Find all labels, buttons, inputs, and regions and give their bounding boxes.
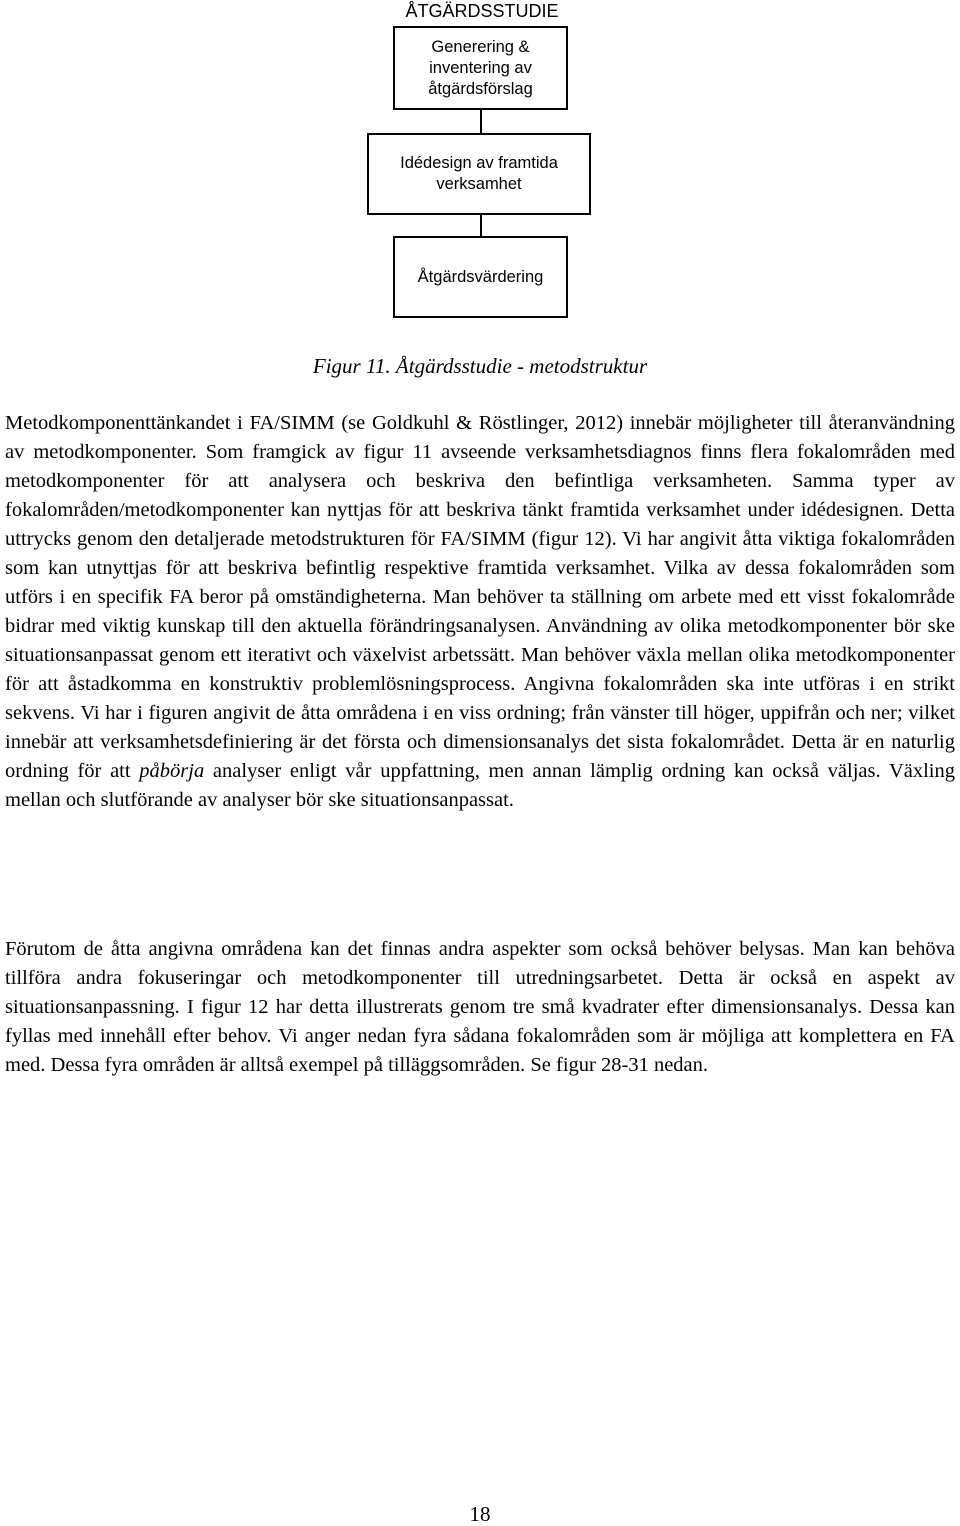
diagram-connector [480, 110, 482, 133]
paragraph-text: analyser enligt vår uppfattning, men annan lämplig ordning kan också väljas. Växling mellan och slutförande av analyser bör ske situationsanpassat. [5, 760, 955, 811]
diagram-box-atgardsvardering: Åtgärdsvärdering [393, 236, 568, 318]
body-paragraph [5, 409, 955, 815]
diagram-box-idedesign: Idédesign av framtida verksamhet [367, 133, 591, 215]
emphasized-word: påbörja [139, 760, 205, 782]
diagram-connector [480, 215, 482, 236]
paragraph-text: Metodkomponenttänkandet i FA/SIMM (se Goldkuhl & Röstlinger, 2012) innebär möjligheter till återanvändning av metodkomponenter. Som framgick av figur 11 avseende verksamhetsdiagnos finns flera fokalområden med metodkomponenter för att analysera och beskriva den befintliga verksamheten. Samma typer av fokalområden/metodkomponenter kan nyttjas för att beskriva tänkt framtida verksamhet under idédesignen. Detta uttrycks genom den detaljerade metodstrukturen för FA/SIMM (figur 12). Vi har angivit åtta viktiga fokalområden som kan utnyttjas för att beskriva befintlig respektive framtida verksamhet. Vilka av dessa fokalområden som utförs i en specifik FA beror på omständigheterna. Man behöver ta ställning om arbete med ett visst fokalområde bidrar med viktig kunskap till den aktuella förändringsanalysen. Användning av olika metodkomponenter bör ske situationsanpassat genom ett iterativt och växelvist arbetssätt. Man behöver växla mellan olika metodkomponenter för att åstadkomma en konstruktiv problemlösningsprocess. Angivna fokalområden ska inte utföras i en strikt sekvens. Vi har i figuren angivit de åtta områdena i en viss ordning; från vänster till höger, uppifrån och ner; vilket innebär att verksamhetsdefiniering är det första och dimensionsanalys det sista fokalområdet. Detta är en naturlig ordning för att [5, 412, 955, 782]
figure-caption: Figur 11. Åtgärdsstudie - metodstruktur [312, 354, 648, 378]
process-diagram [0, 0, 960, 330]
body-paragraph: Förutom de åtta angivna områdena kan det finnas andra aspekter som också behöver belysas. Man kan behöva tillföra andra fokuseringar och metodkomponenter till utredningsarbetet. Detta är också en aspekt av situationsanpassning. I figur 12 har detta illustrerats genom tre små kvadrater efter dimensionsanalys. Dessa kan fyllas med innehåll efter behov. Vi anger nedan fyra sådana fokalområden som är möjliga att komplettera en FA med. Dessa fyra områden är alltså exempel på tilläggsområden. Se figur 28-31 nedan. [5, 938, 955, 1076]
diagram-title: ÅTGÄRDSSTUDIE [405, 1, 559, 21]
page-number: 18 [469, 1502, 491, 1526]
diagram-box-generering: Generering & inventering av åtgärdsförslag [393, 26, 568, 110]
